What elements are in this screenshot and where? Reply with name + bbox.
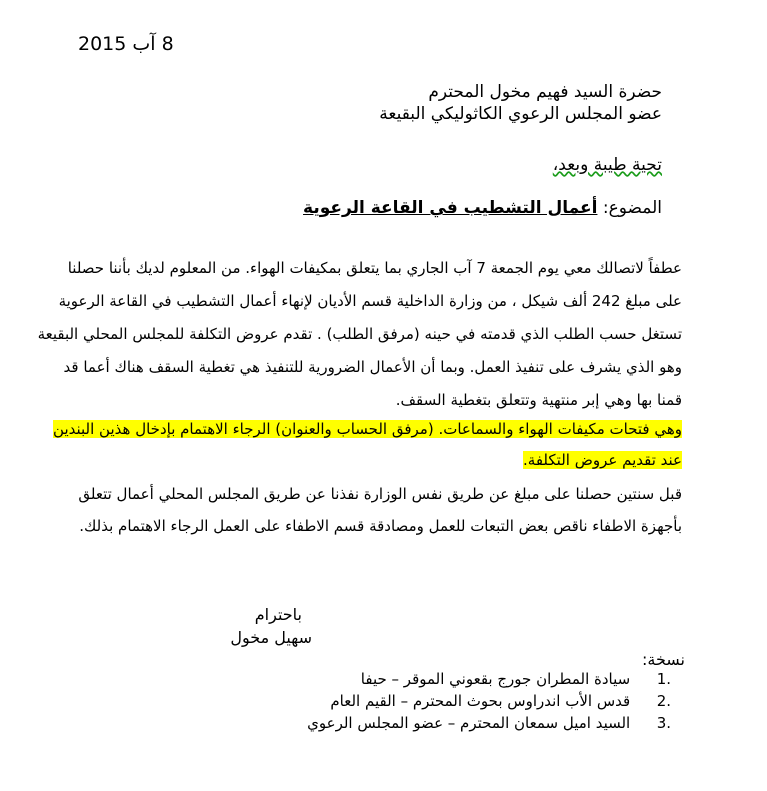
addressee-title: عضو المجلس الرعوي الكاثوليكي البقيعة [379, 104, 662, 124]
copy-recipient: السيد اميل سمعان المحترم – عضو المجلس الرعوي [307, 714, 631, 732]
highlighted-paragraph [53, 414, 682, 476]
signature-closing: باحترام [254, 605, 302, 624]
highlighted-line [53, 414, 682, 445]
copy-number: 3. [656, 714, 671, 732]
copy-recipient: قدس الأب اندراوس بحوث المحترم – القيم العام [330, 692, 631, 710]
body-paragraph-2 [78, 478, 682, 542]
highlighted-line [97, 445, 682, 476]
letter-date: 8 آب 2015 [78, 33, 174, 55]
highlighted-text: عند تقديم عروض التكلفة. [523, 451, 682, 469]
copy-item [330, 692, 671, 710]
addressee-name: حضرة السيد فهيم مخول المحترم [428, 82, 662, 102]
paragraph-line: بأجهزة الاطفاء ناقص بعض التبعات للعمل ومصادقة قسم الاطفاء على العمل الرجاء الاهتمام بذلك. [79, 517, 682, 535]
paragraph-line: وهو الذي يشرف على تنفيذ العمل. وبما أن الأعمال الضرورية للتنفيذ هي تغطية السقف هناك أعما قد [63, 358, 682, 376]
subject-label: المضوع: [602, 198, 662, 218]
copy-number: 1. [656, 670, 671, 688]
copies-label: نسخة: [641, 650, 685, 669]
subject-title: أعمال التشطيب في القاعة الرعوية [303, 198, 598, 218]
subject-line [303, 198, 662, 218]
greeting-text: تحية طيبة وبعد، [552, 155, 662, 175]
copy-item [361, 670, 671, 688]
paragraph-line: قبل سنتين حصلنا على مبلغ عن طريق نفس الوزارة نفذنا عن طريق المجلس المحلي أعمال تتعلق [78, 485, 682, 503]
paragraph-line: تستغل حسب الطلب الذي قدمته في حينه (مرفق الطلب) . تقدم عروض التكلفة للمجلس المحلي البقيعة [37, 325, 682, 343]
copy-recipient: سيادة المطران جورج بقعوني الموقر – حيفا [360, 670, 631, 688]
greeting [553, 155, 662, 175]
body-paragraph-1 [37, 252, 682, 417]
signature-name: سهيل مخول [230, 628, 312, 647]
paragraph-line: قمنا بها وهي إبر منتهية وتتعلق بتغطية السقف. [395, 391, 682, 409]
paragraph-line: على مبلغ 242 ألف شيكل ، من وزارة الداخلية قسم الأديان لإنهاء أعمال التشطيب في القاعة الرعوية [58, 292, 682, 310]
copy-item [307, 714, 671, 732]
copy-number: 2. [656, 692, 671, 710]
paragraph-line: عطفاً لاتصالك معي يوم الجمعة 7 آب الجاري بما يتعلق بمكيفات الهواء. من المعلوم لديك بأننا حصلنا [67, 259, 682, 277]
highlighted-text: وهي فتحات مكيفات الهواء والسماعات. (مرفق الحساب والعنوان) الرجاء الاهتمام بإدخال هذين البندين [53, 420, 682, 438]
